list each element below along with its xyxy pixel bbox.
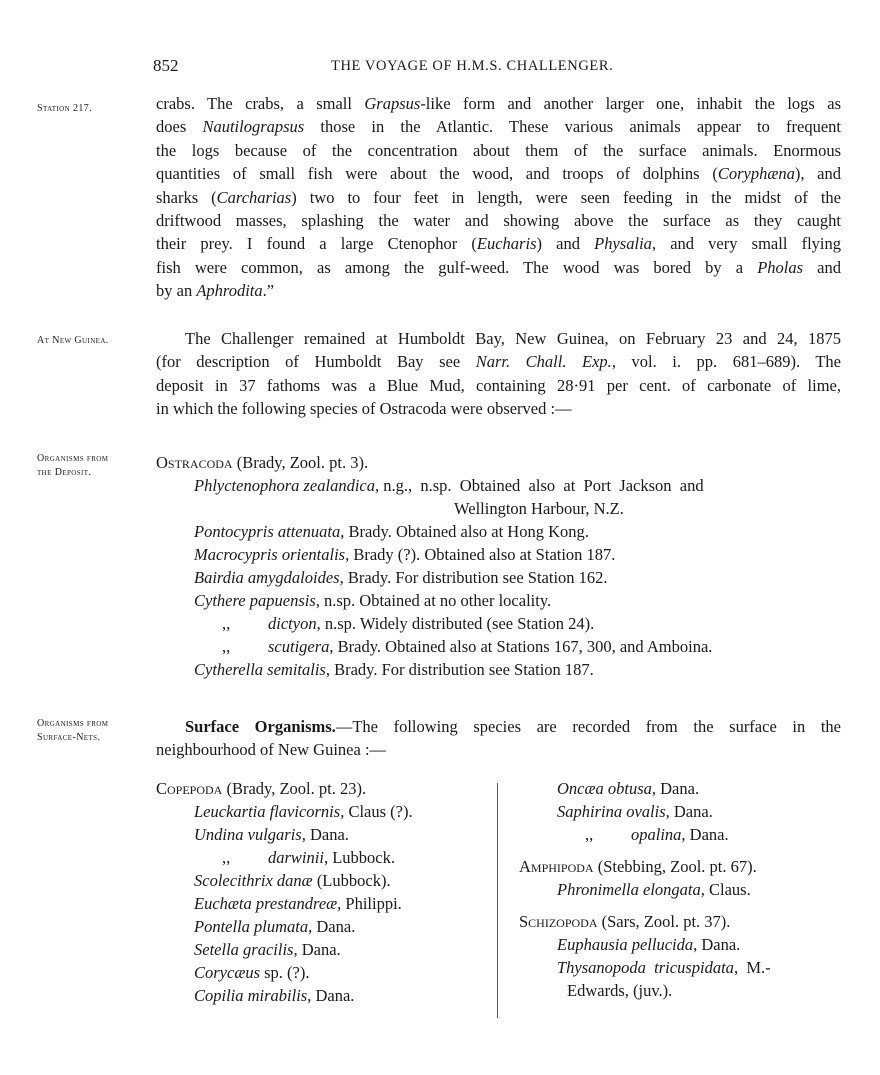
text-line: fish were common, as among the gulf-weed. The wood was bored by a Pholas and xyxy=(156,257,841,277)
list-item: Leuckartia flavicornis, Claus (?). xyxy=(194,802,413,821)
text-line: Surface Organisms.—The following species are recorded from the surface in the xyxy=(185,717,841,736)
running-header xyxy=(0,56,880,80)
sidenote-station: Station 217. xyxy=(37,103,93,114)
text-line: neighbourhood of New Guinea :— xyxy=(156,740,387,760)
list-item: Cythere papuensis, n.sp. Obtained at no other locality. xyxy=(194,591,552,610)
list-item: ,, scutigera, Brady. Obtained also at Stations 167, 300, and Amboina. xyxy=(222,637,713,656)
list-item: Undina vulgaris, Dana. xyxy=(194,825,349,844)
list-item: Bairdia amygdaloides, Brady. For distribution see Station 162. xyxy=(194,568,608,587)
ostracoda-list xyxy=(156,451,841,681)
text-line: (for description of Humboldt Bay see Narr. Chall. Exp., vol. i. pp. 681–689). The xyxy=(156,352,841,372)
group-heading-schizopoda: Schizopoda (Sars, Zool. pt. 37). xyxy=(519,912,731,931)
list-item: Corycæus sp. (?). xyxy=(194,963,310,982)
sidenote-surface-nets: Organisms from Surface-Nets. xyxy=(37,718,109,743)
list-item: Thysanopoda tricuspidata, M.- xyxy=(557,958,771,977)
page-number: 852 xyxy=(153,56,179,75)
group-heading-amphipoda: Amphipoda (Stebbing, Zool. pt. 67). xyxy=(519,857,757,876)
text-line: quantities of small fish were about the wood, and troops of dolphins (Coryphæna), and xyxy=(156,164,841,184)
list-item: Euphausia pellucida, Dana. xyxy=(557,935,741,954)
paragraph-surface-organisms xyxy=(156,715,841,762)
group-heading-ostracoda: Ostracoda (Brady, Zool. pt. 3). xyxy=(156,453,369,472)
text-line: driftwood masses, splashing the water and showing above the surface as they caught xyxy=(156,211,841,231)
list-item-continuation: Edwards, (juv.). xyxy=(567,981,673,1000)
text-line: deposit in 37 fathoms was a Blue Mud, containing 28·91 per cent. of carbonate of lime, xyxy=(156,375,841,395)
sidenote-new-guinea: At New Guinea. xyxy=(37,335,109,346)
text-line: does Nautilograpsus those in the Atlantic. These various animals appear to frequent xyxy=(156,117,841,137)
right-column-list xyxy=(519,777,849,1002)
column-divider xyxy=(497,783,498,1018)
list-item: ,, opalina, Dana. xyxy=(585,825,729,844)
text-line: in which the following species of Ostracoda were observed :— xyxy=(156,399,572,419)
list-item: Macrocypris orientalis, Brady (?). Obtained also at Station 187. xyxy=(194,545,616,564)
list-item: Pontocypris attenuata, Brady. Obtained also at Hong Kong. xyxy=(194,522,589,541)
list-item: ,, dictyon, n.sp. Widely distributed (see Station 24). xyxy=(222,614,595,633)
running-title: THE VOYAGE OF H.M.S. CHALLENGER. xyxy=(331,58,614,74)
list-item: Wellington Harbour, N.Z. xyxy=(454,499,624,518)
list-item: Phlyctenophora zealandica, n.g., n.sp. Obtained also at Port Jackson and xyxy=(194,476,704,495)
list-item: Pontella plumata, Dana. xyxy=(194,917,356,936)
paragraph-humboldt-bay xyxy=(156,327,841,421)
text-line: sharks (Carcharias) two to four feet in length, were seen feeding in the midst of the xyxy=(156,187,842,207)
list-item: ,, darwinii, Lubbock. xyxy=(222,848,395,867)
list-item: Setella gracilis, Dana. xyxy=(194,940,341,959)
list-item: Saphirina ovalis, Dana. xyxy=(557,802,713,821)
list-item: Phronimella elongata, Claus. xyxy=(557,880,751,899)
copepoda-list xyxy=(156,777,491,1007)
text-line: their prey. I found a large Ctenophor (Eucharis) and Physalia, and very small flying xyxy=(156,234,841,254)
text-line: crabs. The crabs, a small Grapsus-like form and another larger one, inhabit the logs as xyxy=(156,94,841,113)
text-line: by an Aphrodita.” xyxy=(156,281,275,301)
text-line: The Challenger remained at Humboldt Bay, New Guinea, on February 23 and 24, 1875 xyxy=(185,329,841,348)
paragraph-logs xyxy=(156,92,841,303)
group-heading-copepoda: Copepoda (Brady, Zool. pt. 23). xyxy=(156,779,367,798)
list-item: Cytherella semitalis, Brady. For distribution see Station 187. xyxy=(194,660,594,679)
list-item: Euchæta prestandreæ, Philippi. xyxy=(194,894,402,913)
list-item: Oncæa obtusa, Dana. xyxy=(557,779,700,798)
list-item: Scolecithrix danæ (Lubbock). xyxy=(194,871,391,890)
text-line: the logs because of the concentration about them of the surface animals. Enormous xyxy=(156,140,841,160)
sidenote-deposit: Organisms from the Deposit. xyxy=(37,453,109,478)
list-item: Copilia mirabilis, Dana. xyxy=(194,986,355,1005)
